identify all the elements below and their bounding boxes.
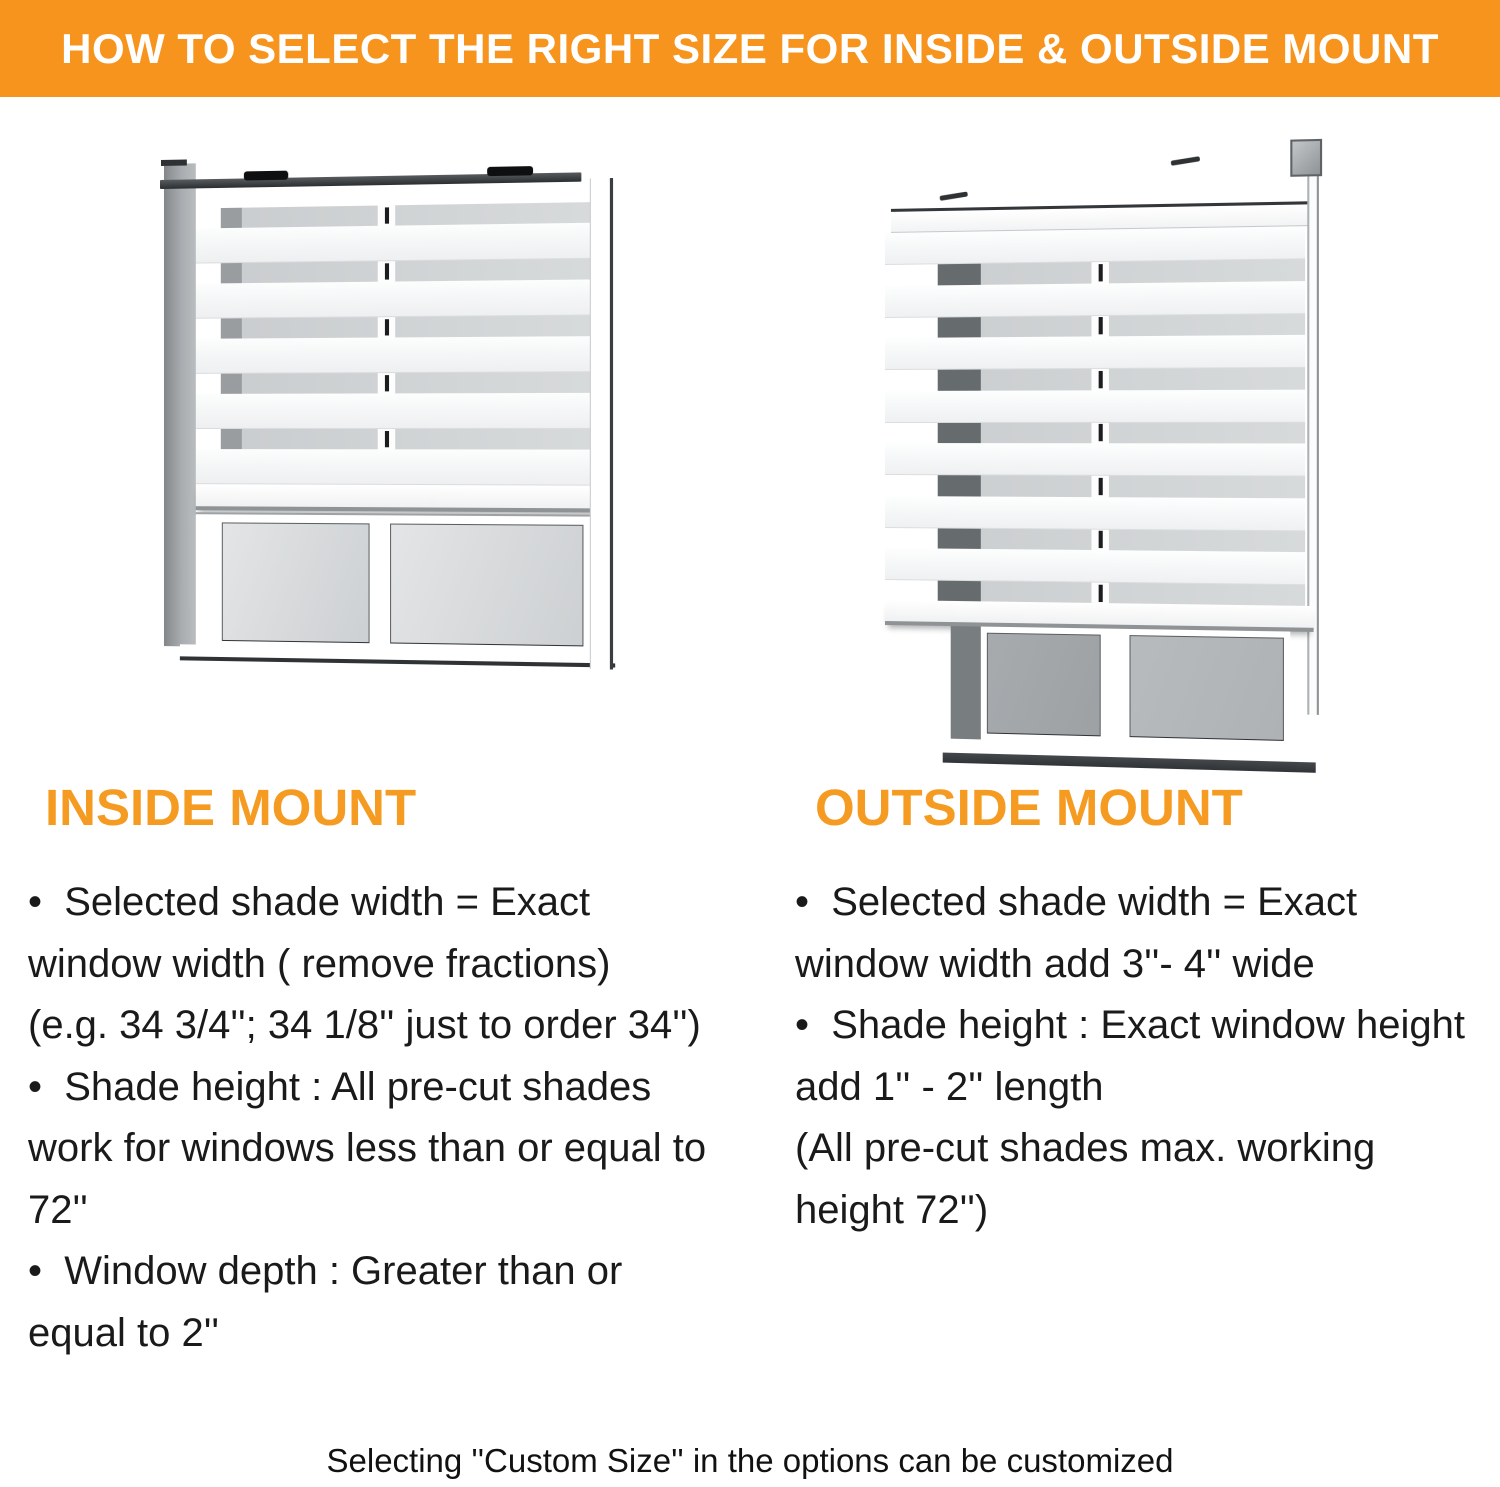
sheer-gap [885,422,938,443]
instruction-line: equal to 2'' [28,1310,219,1355]
instruction-line: work for windows less than or equal to [28,1126,707,1170]
shade-front-band [885,548,1305,585]
sheer-dark [221,318,242,338]
outside-mount-illustration [885,134,1350,790]
shade-front-band [885,335,1305,370]
shade-sheer-band [885,528,1305,553]
window-left-jamb [951,626,981,739]
mullion-tick-mark [384,375,388,392]
sheer-gap [196,429,221,449]
footer-note [0,1442,1500,1480]
sheer-dark [938,422,981,443]
shade-headrail [160,172,581,189]
sheer-dark [221,429,242,449]
glass-pane-left [987,633,1101,737]
instruction-line: window width ( remove fractions) [28,941,611,986]
mounting-clip-icon [244,171,288,181]
sheer-dark [221,263,242,283]
instruction-line: add 1'' - 2'' length [795,1064,1104,1109]
mullion-tick-mark [1098,477,1102,495]
window-glass-area [196,512,598,648]
sheer-dark [938,528,981,549]
sheer-mullion [378,205,395,226]
shade-bottom-rail [885,600,1314,632]
zebra-shade [885,226,1305,606]
inside-mount-window [160,143,632,782]
shade-front-band [196,393,590,429]
sheer-dark [221,374,242,394]
window-right-frame [590,178,613,670]
mullion-tick-mark [384,263,388,280]
sheer-mullion [1091,369,1109,390]
sheer-dark [938,264,981,285]
window-mullion [370,515,390,647]
instruction-line: window width add 3''- 4'' wide [795,941,1315,986]
sheer-dark [938,317,981,338]
banner-title: HOW TO SELECT THE RIGHT SIZE FOR INSIDE & OUTSIDE MOUNT [61,24,1439,72]
sheer-gap [885,528,938,549]
mullion-tick-mark [384,431,388,448]
inside-mount-instructions [28,872,763,1364]
sheer-dark [221,208,242,228]
shade-side-channel [1307,176,1319,715]
sheer-mullion [378,429,395,449]
instruction-line: • Selected shade width = Exact [28,880,591,924]
shade-bottom-rail [196,484,603,512]
sheer-mullion [378,317,395,337]
sheer-dark [938,475,981,496]
shade-sheer-band [885,475,1305,498]
instruction-line: • Shade height : Exact window height [795,1003,1465,1047]
window-left-jamb [164,163,196,646]
instruction-line: • Window depth : Greater than or [28,1249,623,1293]
inside-mount-illustration [160,143,632,782]
sheer-gap [885,580,938,601]
shade-front-band [196,449,590,486]
instruction-line: 72'' [28,1187,88,1232]
window-mullion [1101,628,1130,743]
shade-front-band [196,223,590,264]
glass-pane-left [222,522,370,643]
window-glass-area [981,627,1290,748]
mullion-tick-mark [1098,317,1102,335]
shade-front-band [196,279,590,318]
instruction-line: height 72'') [795,1187,989,1232]
glass-pane-right [390,524,583,647]
glass-pane-right [1129,635,1283,741]
zebra-shade [196,202,590,486]
shade-front-band [885,281,1305,318]
sheer-mullion [1091,315,1109,336]
mounting-bracket [1290,139,1322,177]
outside-mount-heading: OUTSIDE MOUNT [815,779,1243,836]
inside-mount-heading: INSIDE MOUNT [45,779,417,836]
shade-sheer-band [196,372,590,394]
footer-note-text: Selecting ''Custom Size'' in the options can be customized [326,1442,1174,1479]
sheer-mullion [378,373,395,393]
mullion-tick-mark [1098,584,1102,602]
instruction-line: • Selected shade width = Exact [795,880,1358,924]
mullion-tick-mark [384,319,388,336]
sheer-dark [938,581,981,602]
shade-front-band [885,389,1305,422]
sheer-mullion [378,261,395,282]
sheer-mullion [1091,476,1109,497]
sheer-gap [196,374,221,394]
shade-sheer-band [885,314,1305,338]
shade-front-band [885,443,1305,477]
mounting-clip-icon [487,166,533,176]
sheer-gap [885,317,938,338]
sheer-mullion [1091,583,1109,604]
sheer-gap [885,264,938,285]
sheer-mullion [1091,529,1109,550]
shade-sheer-band [885,422,1305,443]
sheer-dark [938,370,981,391]
sheer-gap [885,370,938,391]
sheer-mullion [1091,262,1109,283]
mullion-tick-mark [1098,371,1102,389]
mullion-tick-mark [384,207,388,224]
mullion-tick-mark [1098,264,1102,282]
instruction-line: (e.g. 34 3/4''; 34 1/8'' just to order 34'') [28,1003,701,1047]
sheer-gap [196,319,221,339]
sheer-gap [196,263,221,283]
shade-sheer-band [885,368,1305,391]
shade-sheer-band [196,259,590,284]
shade-front-band [196,336,590,374]
mullion-tick-mark [1098,531,1102,549]
instruction-line: • Shade height : All pre-cut shades [28,1064,652,1109]
sheer-gap [196,208,221,228]
shade-sheer-band [196,316,590,339]
wall-screw-mark-icon [939,191,967,200]
title-banner [0,0,1500,97]
outside-mount-instructions [795,872,1500,1241]
instruction-line: (All pre-cut shades max. working [795,1126,1376,1170]
wall-screw-mark-icon [1171,156,1201,166]
sheer-gap [885,475,938,496]
sheer-mullion [1091,422,1109,443]
mullion-tick-mark [1098,424,1102,442]
outside-mount-window [885,134,1350,790]
shade-front-band [885,496,1305,531]
shade-sheer-band [196,429,590,450]
